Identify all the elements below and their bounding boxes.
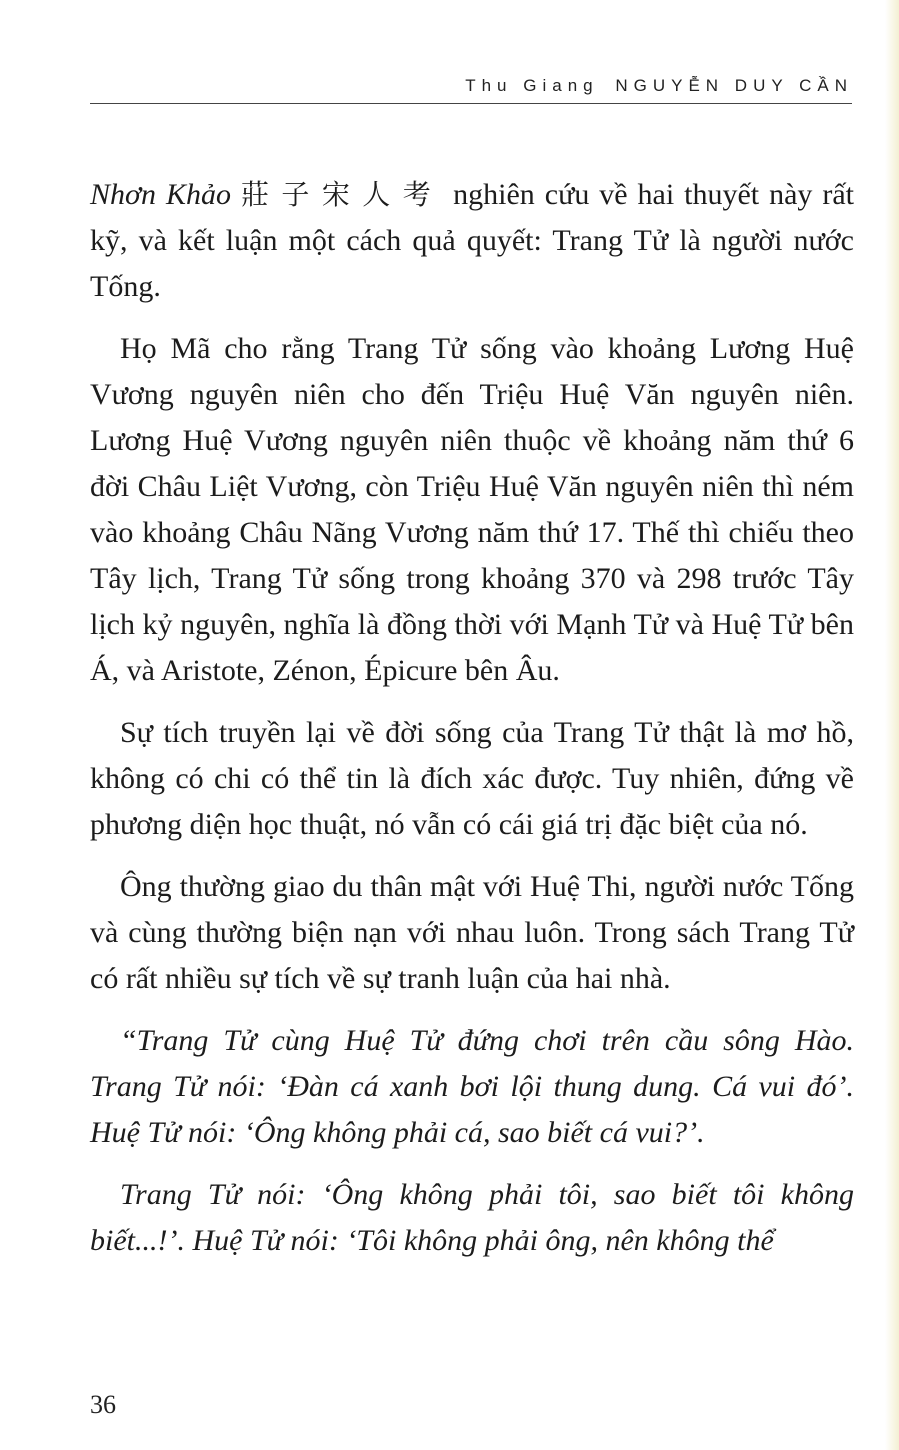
page-edge-shadow — [885, 0, 899, 1450]
quote-paragraph-2: Trang Tử nói: ‘Ông không phải tôi, sao biết tôi không biết...!’. Huệ Tử nói: ‘Tôi không phải ông, nên không thể — [90, 1178, 854, 1257]
header-rule — [90, 103, 852, 104]
header-author: NGUYỄN DUY CẦN — [615, 76, 853, 95]
page-number: 36 — [90, 1390, 116, 1419]
paragraph-2: Họ Mã cho rằng Trang Tử sống vào khoảng Lương Huệ Vương nguyên niên cho đến Triệu Huệ Văn nguyên niên. Lương Huệ Vương nguyên niên thuộc về khoảng năm thứ 6 đời Châu Liệt Vương, còn Triệu Huệ Văn nguyên niên thì ném vào khoảng Châu Nãng Vương năm thứ 17. Thế thì chiếu theo Tây lịch, Trang Tử sống trong khoảng 370 và 298 trước Tây lịch kỷ nguyên, nghĩa là đồng thời với Mạnh Tử và Huệ Tử bên Á, và Aristote, Zénon, Épicure bên Âu. — [90, 332, 854, 687]
quote-paragraph-1: “Trang Tử cùng Huệ Tử đứng chơi trên cầu sông Hào. Trang Tử nói: ‘Đàn cá xanh bơi lội thung dung. Cá vui đó’. Huệ Tử nói: ‘Ông không phải cá, sao biết cá vui?’. — [90, 1024, 854, 1149]
running-header — [465, 76, 853, 96]
paragraph-1-text: nghiên cứu về hai thuyết này rất kỹ, và kết luận một cách quả quyết: Trang Tử là người nước Tống. — [90, 178, 854, 303]
paragraph-1-cjk: 莊子宋人考 — [240, 178, 444, 211]
page-body — [90, 172, 854, 1280]
paragraph-1 — [90, 172, 854, 310]
header-series: Thu Giang — [465, 76, 599, 95]
paragraph-4: Ông thường giao du thân mật với Huệ Thi, người nước Tống và cùng thường biện nạn với nhau luôn. Trong sách Trang Tử có rất nhiều sự tích về sự tranh luận của hai nhà. — [90, 870, 854, 995]
paragraph-3: Sự tích truyền lại về đời sống của Trang Tử thật là mơ hồ, không có chi có thể tin là đích xác được. Tuy nhiên, đứng về phương diện học thuật, nó vẫn có cái giá trị đặc biệt của nó. — [90, 716, 854, 841]
paragraph-1-italic: Nhơn Khảo — [90, 178, 231, 211]
